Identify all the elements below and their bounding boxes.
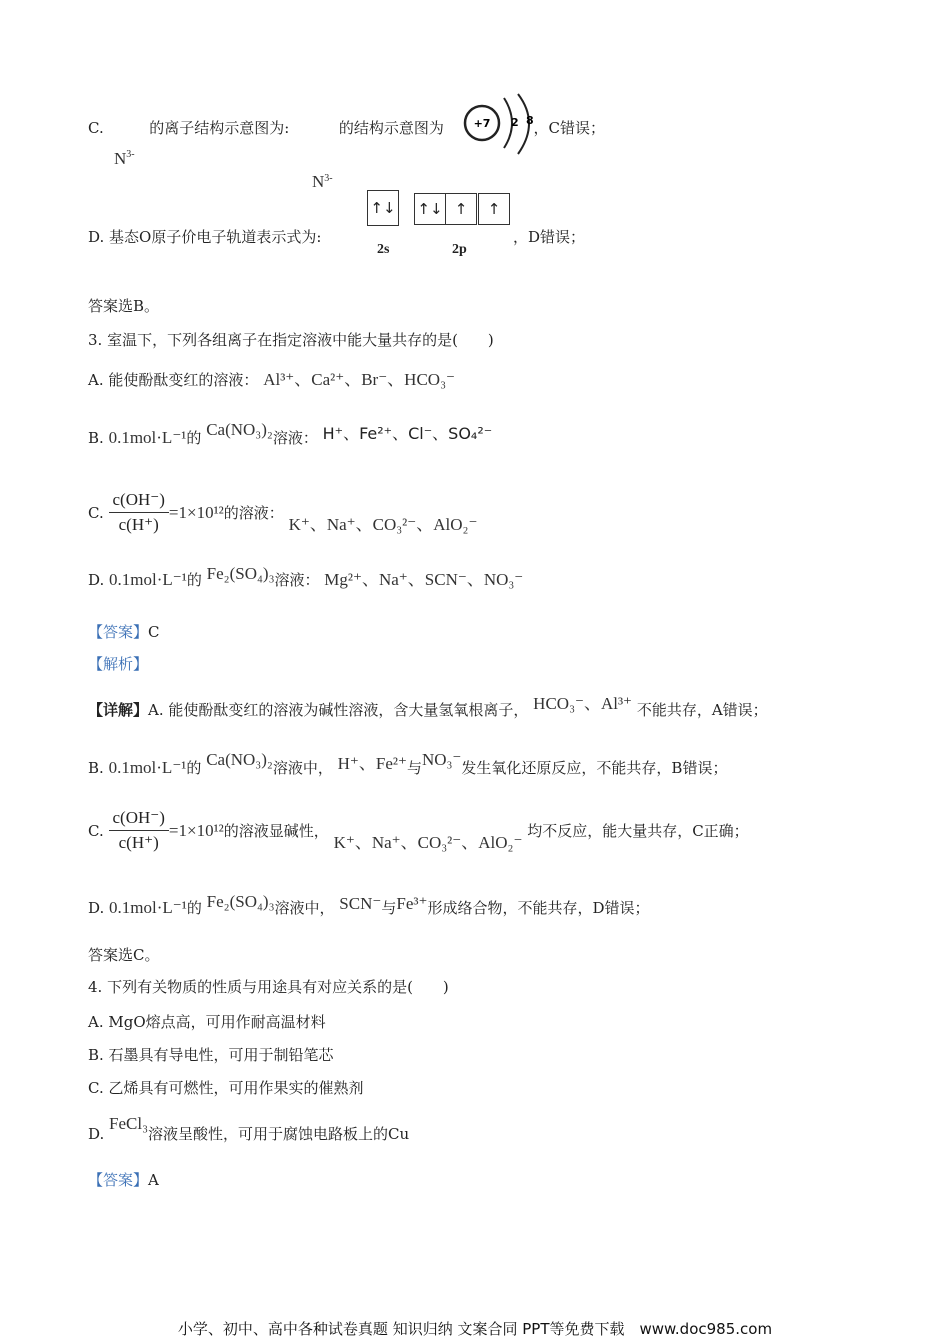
ion-formula: SCN⁻ (339, 894, 382, 913)
ion-symbol: $N^{3-}$ (114, 148, 135, 168)
option-a (88, 370, 455, 390)
answer-label: 【答案】 (88, 1171, 149, 1189)
salt-formula: FeCl₃ (109, 1114, 149, 1133)
atom-structure-diagram (458, 92, 538, 160)
concentration: 0.1mol·L⁻¹ (109, 898, 187, 917)
ratio-fraction: $\frac{c(OH^-)}{c(H^+)}$ (109, 808, 169, 853)
ion-formula: NO₃⁻ (421, 750, 462, 769)
option-c: C. $\frac{c(OH^-)}{c(H^+)}$ =1×10¹²的溶液： K⁺、Na⁺、CO₃²⁻、AlO₂⁻ (88, 490, 478, 534)
orbital-label: 2p (452, 242, 467, 257)
concentration: 0.1mol·L⁻¹ (108, 428, 187, 447)
option-b: B. 0.1mol·L⁻¹的 Ca(NO₃)₂溶液： H⁺、Fe²⁺、Cl⁻、SO₄²⁻ (88, 420, 493, 447)
ion-list: K⁺、Na⁺、CO₃²⁻、AlO₂⁻ (333, 833, 523, 852)
orbital-box-2p: ↑↓ (414, 193, 446, 225)
option-prefix: D. (88, 228, 105, 246)
orbital-box-2p: ↑ (445, 193, 477, 225)
option-prefix: D. (88, 571, 105, 589)
answer-line: 答案选C。 (88, 946, 160, 964)
salt-formula: Ca(NO₃)₂ (206, 420, 273, 439)
option-b: B. 石墨具有导电性，可用于制铅笔芯 (88, 1046, 334, 1064)
analysis-label: 【解析】 (88, 655, 149, 673)
detail-c: C. $\frac{c(OH^-)}{c(H^+)}$ =1×10¹²的溶液显碱性， K⁺、Na⁺、CO₃²⁻、AlO₂⁻ 均不反应，能大量共存，C正确； (88, 808, 749, 852)
answer-value: C (148, 623, 160, 641)
salt-formula: Fe₂(SO₄)₃ (206, 564, 275, 583)
ion-list: K⁺、Na⁺、CO₃²⁻、AlO₂⁻ (288, 515, 478, 534)
option-text: 能使酚酞变红的溶液： (108, 371, 259, 389)
nucleus-charge: +7 (473, 117, 491, 130)
answer-block (88, 622, 160, 642)
option-prefix: C. (88, 821, 104, 840)
ratio-value: =1×10¹² (168, 502, 224, 522)
ion-formula: Fe³⁺ (396, 894, 428, 913)
answer-label: 【答案】 (88, 623, 149, 641)
concentration: 0.1mol·L⁻¹ (109, 570, 187, 589)
option-a: A. MgO熔点高，可用作耐高温材料 (88, 1013, 326, 1031)
option-prefix: B. (88, 429, 104, 447)
option-d: D. 0.1mol·L⁻¹的 Fe₂(SO₄)₃溶液： Mg²⁺、Na⁺、SCN⁻、NO₃⁻ (88, 564, 524, 589)
option-prefix: D. (88, 899, 105, 917)
option-prefix: A. (88, 371, 104, 389)
concentration: 0.1mol·L⁻¹ (108, 758, 187, 777)
option-prefix: C. (88, 503, 104, 522)
page-footer: 小学、初中、高中各种试卷真题 知识归纳 文案合同 PPT等免费下载 www.doc985.com (177, 1320, 773, 1338)
orbital-box-2s: ↑↓ (367, 190, 399, 226)
option-d: D. FeCl₃溶液呈酸性，可用于腐蚀电路板上的Cu (88, 1114, 410, 1143)
shell-electrons-1: 2 (511, 116, 519, 129)
detail-a: 【详解】A. 能使酚酞变红的溶液为碱性溶液，含大量氢氧根离子， HCO₃⁻、Al³⁺ 不能共存，A错误； (88, 694, 768, 719)
option-text: 的结构示意图为 (338, 119, 444, 137)
ratio-value: =1×10¹² (168, 820, 224, 840)
salt-formula: Ca(NO₃)₂ (206, 750, 273, 769)
question-stem: 4. 下列有关物质的性质与用途具有对应关系的是( ) (88, 978, 449, 996)
detail-b: B. 0.1mol·L⁻¹的 Ca(NO₃)₂溶液中， H⁺、Fe²⁺与NO₃⁻发生氧化还原反应，不能共存，B错误； (88, 750, 728, 777)
option-d-prev (88, 227, 321, 247)
salt-formula: Fe₂(SO₄)₃ (206, 892, 275, 911)
option-text: 的离子结构示意图为: (149, 119, 290, 137)
option-text: ，C错误； (533, 119, 605, 137)
ion-list: Al³⁺、Ca²⁺、Br⁻、HCO₃⁻ (263, 370, 455, 389)
shell-electrons-2: 8 (526, 114, 534, 127)
ratio-fraction: $\frac{c(OH^-)}{c(H^+)}$ (109, 490, 169, 535)
ion-list: HCO₃⁻、Al³⁺ (533, 694, 633, 713)
orbital-label: 2s (377, 242, 390, 257)
option-c: C. 乙烯具有可燃性，可用作果实的催熟剂 (88, 1079, 364, 1097)
option-prefix: D. (88, 1125, 105, 1143)
answer-line: 答案选B。 (88, 297, 160, 315)
option-prefix: C. (88, 119, 104, 137)
ion-list: H⁺、Fe²⁺ (337, 754, 407, 773)
orbital-box-2p: ↑ (478, 193, 510, 225)
question-stem: 3. 室温下，下列各组离子在指定溶液中能大量共存的是( ) (88, 331, 494, 349)
option-prefix: B. (88, 759, 104, 777)
ion-list: Mg²⁺、Na⁺、SCN⁻、NO₃⁻ (324, 570, 524, 589)
detail-d: D. 0.1mol·L⁻¹的 Fe₂(SO₄)₃溶液中， SCN⁻与Fe³⁺形成络合物，不能共存，D错误； (88, 892, 650, 917)
answer-block (88, 1170, 159, 1190)
option-text: ，D错误； (513, 228, 586, 246)
ion-symbol: $N^{3-}$ (312, 172, 333, 192)
detail-label: 【详解】 (88, 701, 149, 719)
answer-value: A (148, 1171, 159, 1189)
option-text: 基态O原子价电子轨道表示式为: (109, 228, 322, 246)
ion-list: H⁺、Fe²⁺、Cl⁻、SO₄²⁻ (322, 424, 493, 443)
